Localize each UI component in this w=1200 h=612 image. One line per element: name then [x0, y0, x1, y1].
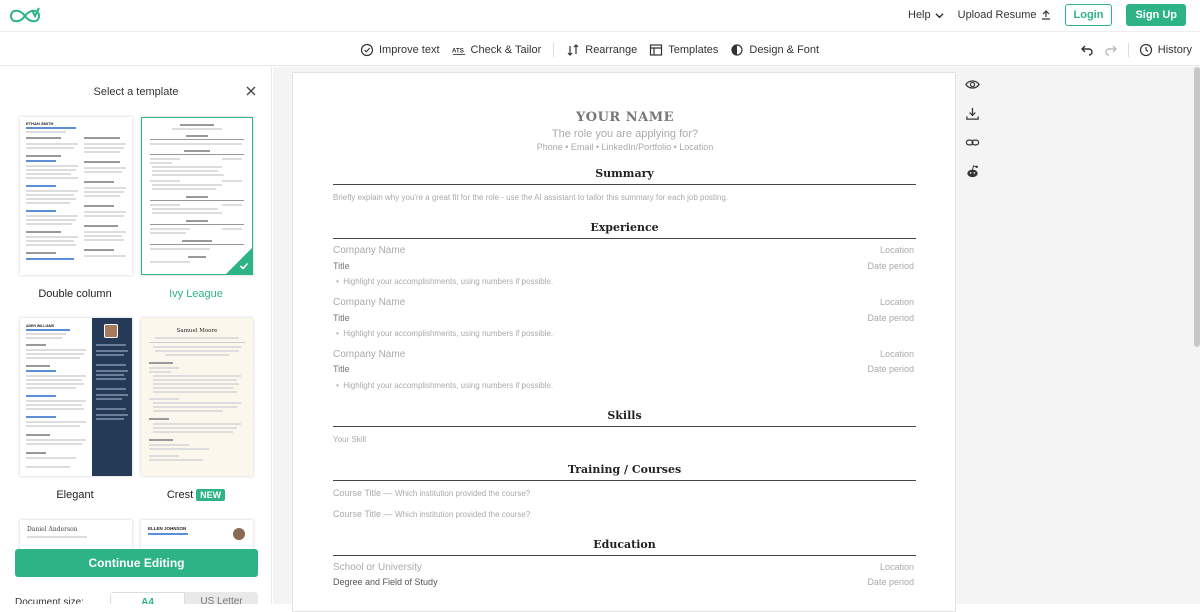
thumb-name: ETHAN SMITH	[26, 121, 54, 126]
redo-icon[interactable]	[1104, 43, 1118, 57]
course-title: Course Title	[333, 488, 382, 498]
check-tailor-label: Check & Tailor	[470, 43, 542, 56]
thumb-name: ELLEN JOHNSON	[148, 526, 187, 531]
new-badge: NEW	[196, 489, 225, 501]
template-sidebar	[0, 67, 272, 604]
course-item[interactable]: Course Title — Which institution provided the course?	[333, 509, 531, 519]
thumb-name: Daniel Anderson	[27, 526, 78, 533]
signup-button[interactable]: Sign Up	[1126, 4, 1186, 26]
summary-heading[interactable]: Summary	[333, 167, 916, 185]
history-label: History	[1157, 43, 1192, 56]
clock-icon	[1139, 43, 1153, 57]
school-location[interactable]: Location	[879, 562, 914, 572]
template-double-column[interactable]	[20, 117, 132, 275]
preview-button[interactable]	[962, 74, 982, 94]
job-bullet[interactable]: • Highlight your accomplishments, using numbers if possible.	[336, 277, 554, 286]
resume-name[interactable]: YOUR NAME	[575, 110, 675, 125]
logo-icon[interactable]	[8, 6, 42, 26]
school-name[interactable]: School or University	[333, 562, 422, 573]
job-bullet[interactable]: • Highlight your accomplishments, using numbers if possible.	[336, 381, 554, 390]
reddit-button[interactable]	[962, 161, 982, 181]
size-a4[interactable]: A4	[110, 592, 185, 604]
summary-text[interactable]: Briefly explain why you're a great fit for the role - use the AI assistant to tailor this summary for each job posting.	[333, 193, 729, 202]
template-label-elegant: Elegant	[56, 489, 94, 501]
check-tailor-button[interactable]	[452, 43, 542, 57]
company-name[interactable]: Company Name	[333, 349, 406, 360]
size-us-letter[interactable]: US Letter	[200, 596, 243, 604]
company-location[interactable]: Location	[879, 245, 914, 255]
history-button[interactable]	[1139, 43, 1192, 57]
help-label: Help	[908, 9, 931, 21]
rearrange-label: Rearrange	[585, 43, 638, 56]
resume-role[interactable]: The role you are applying for?	[551, 128, 699, 140]
experience-heading[interactable]: Experience	[333, 221, 916, 239]
job-date[interactable]: Date period	[867, 364, 914, 374]
thumb-name: Samuel Moore	[176, 328, 218, 334]
degree[interactable]: Degree and Field of Study	[333, 577, 438, 587]
job-bullet[interactable]: • Highlight your accomplishments, using numbers if possible.	[336, 329, 554, 338]
rearrange-button[interactable]	[566, 43, 637, 57]
job-title[interactable]: Title	[333, 364, 350, 374]
continue-editing-button[interactable]: Continue Editing	[15, 549, 258, 577]
job-date[interactable]: Date period	[867, 261, 914, 271]
templates-button[interactable]	[649, 43, 718, 57]
course-item[interactable]: Course Title — Which institution provided the course?	[333, 488, 531, 498]
document-size-label: Document size:	[15, 597, 84, 604]
undo-icon[interactable]	[1080, 43, 1094, 57]
company-name[interactable]: Company Name	[333, 297, 406, 308]
course-title: Course Title	[333, 509, 382, 519]
job-bullet-text: Highlight your accomplishments, using numbers if possible.	[343, 381, 554, 390]
template-crest[interactable]	[141, 318, 253, 476]
top-bar	[0, 0, 1200, 32]
download-button[interactable]	[962, 103, 982, 123]
rearrange-icon	[566, 43, 580, 57]
improve-text-label: Improve text	[379, 43, 440, 56]
resume-page	[292, 72, 956, 612]
education-date[interactable]: Date period	[867, 577, 914, 587]
crest-label: Crest	[166, 489, 194, 501]
scrollbar[interactable]	[1194, 67, 1200, 347]
login-button[interactable]: Login	[1065, 4, 1113, 26]
job-date[interactable]: Date period	[867, 313, 914, 323]
thumb-name: ADEN WILLIAMS	[26, 324, 55, 328]
help-menu[interactable]	[908, 9, 944, 21]
resume-contact[interactable]: Phone • Email • LinkedIn/Portfolio • Location	[536, 142, 714, 152]
company-name[interactable]: Company Name	[333, 245, 406, 256]
education-heading[interactable]: Education	[333, 538, 916, 556]
ats-icon	[452, 43, 466, 57]
template-label-double-column: Double column	[38, 288, 112, 300]
sidebar-title: Select a template	[93, 86, 179, 98]
check-circle-icon	[360, 43, 374, 57]
document-size-toggle[interactable]	[110, 592, 258, 604]
chevron-down-icon	[935, 11, 944, 20]
company-location[interactable]: Location	[879, 297, 914, 307]
editor-toolbar	[0, 33, 1200, 66]
upload-resume-link[interactable]	[958, 9, 1051, 21]
template-label-ivy-league: Ivy League	[169, 288, 223, 300]
toolbar-divider	[553, 43, 554, 57]
templates-label: Templates	[668, 43, 719, 56]
job-title[interactable]: Title	[333, 261, 350, 271]
skills-heading[interactable]: Skills	[333, 409, 916, 427]
company-location[interactable]: Location	[879, 349, 914, 359]
share-link-button[interactable]	[962, 132, 982, 152]
reddit-icon	[965, 164, 980, 179]
template-ivy-league[interactable]	[141, 117, 253, 275]
template-elegant[interactable]	[20, 318, 132, 476]
course-desc: Which institution provided the course?	[395, 510, 531, 519]
upload-label: Upload Resume	[957, 9, 1037, 21]
design-font-label: Design & Font	[749, 43, 820, 56]
page-actions	[962, 74, 982, 181]
contrast-icon	[730, 43, 744, 57]
improve-text-button[interactable]	[360, 43, 440, 57]
svg-text:ATS: ATS	[451, 47, 464, 55]
job-title[interactable]: Title	[333, 313, 350, 323]
eye-icon	[965, 77, 980, 92]
skill-item[interactable]: Your Skill	[333, 435, 367, 444]
design-font-button[interactable]	[730, 43, 819, 57]
link-icon	[965, 135, 980, 150]
upload-icon	[1041, 10, 1051, 20]
job-bullet-text: Highlight your accomplishments, using numbers if possible.	[343, 277, 554, 286]
close-icon[interactable]	[245, 85, 257, 97]
history-divider	[1128, 43, 1129, 57]
training-heading[interactable]: Training / Courses	[333, 463, 916, 481]
course-desc: Which institution provided the course?	[395, 489, 531, 498]
job-bullet-text: Highlight your accomplishments, using numbers if possible.	[343, 329, 554, 338]
template-icon	[649, 43, 663, 57]
download-icon	[965, 106, 980, 121]
template-label-crest	[131, 489, 261, 501]
checkmark-icon	[239, 261, 249, 271]
